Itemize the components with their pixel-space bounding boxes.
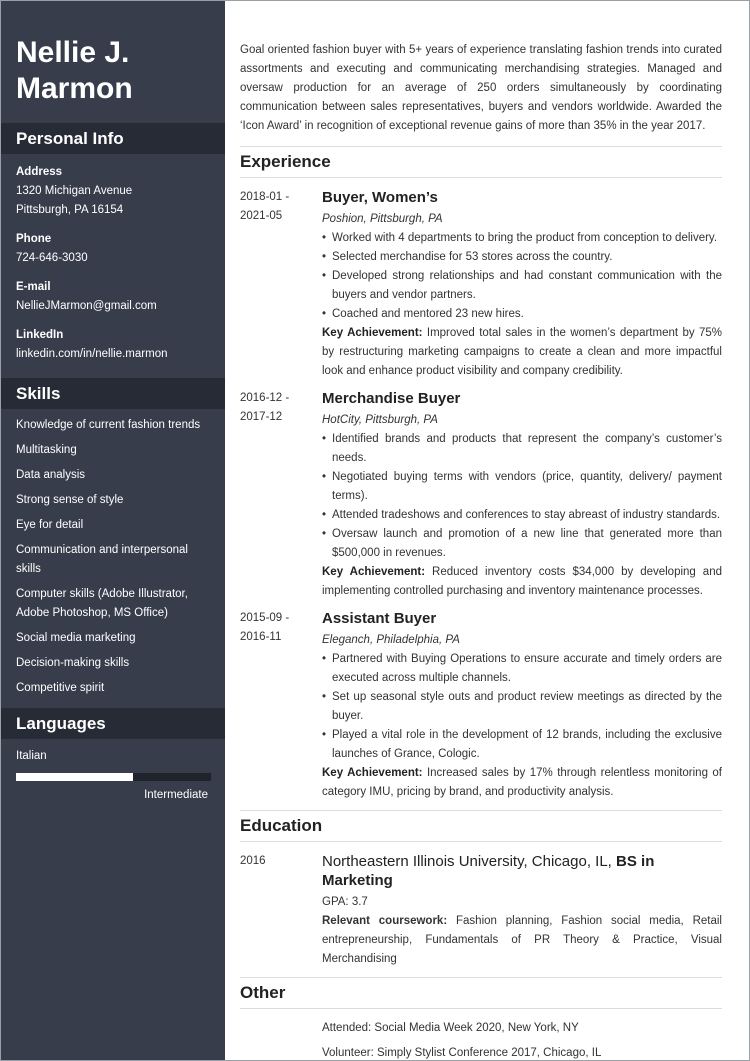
phone-block	[16, 230, 210, 268]
education-date: 2016	[240, 855, 266, 867]
job-achievement	[322, 563, 722, 601]
job-date-end: 2016-11	[240, 631, 282, 643]
linkedin-value: linkedin.com/in/nellie.marmon	[16, 348, 168, 360]
language-level: Intermediate	[144, 789, 208, 801]
skill-item: Communication and interpersonal skills	[16, 544, 188, 575]
job-title: Merchandise Buyer	[322, 390, 461, 407]
job-bullet: • Worked with 4 departments to bring the product from conception to delivery.	[322, 229, 722, 248]
achievement-text: Reduced inventory costs $34,000 by developing and implementing controlled purchasing and inventory maintenance processes.	[322, 566, 722, 597]
education-degree: BS in Marketing	[322, 853, 655, 889]
job-achievement	[322, 764, 722, 802]
languages-heading: Languages	[1, 708, 225, 739]
achievement-label: Key Achievement:	[322, 566, 426, 578]
education-body	[322, 852, 722, 969]
education-coursework	[322, 912, 722, 969]
email-label: E-mail	[16, 281, 51, 293]
personal-info-heading: Personal Info	[1, 123, 225, 154]
linkedin-label: LinkedIn	[16, 329, 64, 341]
job-bullet: • Partnered with Buying Operations to ensure accurate and timely orders are executed across multiple channels.	[322, 650, 722, 688]
linkedin-block	[16, 326, 210, 364]
job-bullets	[322, 650, 722, 764]
job-entry	[240, 188, 722, 381]
other-heading: Other	[240, 977, 722, 1009]
education-school: Northeastern Illinois University, Chicago, IL,	[322, 853, 612, 870]
job-bullet: • Identified brands and products that represent the company’s customer’s needs.	[322, 430, 722, 468]
skill-item: Computer skills (Adobe Illustrator, Adobe Photoshop, MS Office)	[16, 588, 188, 619]
job-entry	[240, 609, 722, 802]
sidebar	[1, 1, 225, 1060]
skill-item: Strong sense of style	[16, 494, 124, 506]
address-label: Address	[16, 166, 63, 178]
job-bullet: • Set up seasonal style outs and product review meetings as directed by the buyer.	[322, 688, 722, 726]
job-bullet: • Played a vital role in the development of 12 brands, including the exclusive launches of Grance, Cologic.	[322, 726, 722, 764]
skill-item: Decision-making skills	[16, 657, 130, 669]
job-date-start: 2018-01 -	[240, 191, 290, 203]
candidate-name	[1, 1, 225, 123]
job-dates	[240, 389, 322, 601]
name-line-1: Nellie J.	[16, 36, 130, 69]
job-date-end: 2017-12	[240, 411, 283, 423]
job-date-start: 2015-09 -	[240, 612, 290, 624]
address-line-2: Pittsburgh, PA 16154	[16, 204, 124, 216]
education-entry	[240, 852, 722, 969]
achievement-text: Improved total sales in the women’s department by 75% by restructuring marketing campaigns to create a clean and more impactful look and enhance product visibility and company credibility.	[322, 327, 723, 377]
education-gpa: GPA: 3.7	[322, 896, 368, 908]
name-line-2: Marmon	[16, 72, 133, 105]
phone-value: 724-646-3030	[16, 252, 88, 264]
job-bullet: • Developed strong relationships and had constant communication with the buyers and vendor partners.	[322, 267, 722, 305]
job-body	[322, 389, 722, 601]
job-title: Assistant Buyer	[322, 610, 437, 627]
address-line-1: 1320 Michigan Avenue	[16, 185, 133, 197]
other-item: Attended: Social Media Week 2020, New York, NY	[322, 1022, 579, 1034]
job-company: Poshion, Pittsburgh, PA	[322, 213, 443, 225]
achievement-text: Increased sales by 17% through relentless monitoring of category IMU, pricing by brand, and productivity analysis.	[322, 767, 722, 798]
skills-heading: Skills	[1, 378, 225, 409]
address-block	[16, 163, 210, 220]
job-title: Buyer, Women’s	[322, 189, 438, 206]
job-bullet: • Oversaw launch and promotion of a new line that generated more than $500,000 in revenues.	[322, 525, 722, 563]
job-body	[322, 188, 722, 381]
coursework-label: Relevant coursework:	[322, 915, 448, 927]
job-bullet: • Negotiated buying terms with vendors (price, quantity, delivery/ payment terms).	[322, 468, 722, 506]
experience-heading: Experience	[240, 146, 722, 178]
phone-label: Phone	[16, 233, 52, 245]
achievement-label: Key Achievement:	[322, 767, 423, 779]
main-content	[225, 1, 749, 1060]
job-bullets	[322, 430, 722, 563]
job-dates	[240, 188, 322, 381]
coursework-text: Fashion planning, Fashion social media, Retail entrepreneurship, Fundamentals of PR Theory & Practice, Visual Merchandising	[322, 915, 722, 965]
skill-item: Knowledge of current fashion trends	[16, 419, 201, 431]
other-item: Volunteer: Simply Stylist Conference 2017, Chicago, IL	[322, 1047, 602, 1059]
job-date-end: 2021-05	[240, 210, 283, 222]
skill-item: Multitasking	[16, 444, 77, 456]
job-body	[322, 609, 722, 802]
skill-item: Social media marketing	[16, 632, 136, 644]
job-bullet: • Attended tradeshows and conferences to stay abreast of industry standards.	[322, 506, 722, 525]
education-school-line	[322, 852, 722, 890]
language-name: Italian	[16, 750, 47, 762]
job-dates	[240, 609, 322, 802]
language-proficiency-bar	[16, 773, 211, 781]
job-achievement	[322, 324, 722, 381]
job-bullets	[322, 229, 722, 324]
skills-list	[1, 409, 225, 708]
education-heading: Education	[240, 810, 722, 842]
job-company: Eleganch, Philadelphia, PA	[322, 634, 460, 646]
skill-item: Data analysis	[16, 469, 86, 481]
job-company: HotCity, Pittsburgh, PA	[322, 414, 438, 426]
personal-info	[1, 154, 225, 378]
skill-item: Eye for detail	[16, 519, 84, 531]
job-bullet: • Selected merchandise for 53 stores across the country.	[322, 248, 722, 267]
skill-item: Competitive spirit	[16, 682, 105, 694]
summary: Goal oriented fashion buyer with 5+ years of experience translating fashion trends into curated assortments and executing and communicating merchandising strategies. Managed and oversaw production for an average of 250 orders simultaneously by coordinating communication between sales representatives, buyers and vendors worldwide. Awarded the ‘Icon Award’ in recognition of exceptional revenue gains of more than 35% in the year 2017.	[240, 44, 722, 132]
job-entry	[240, 389, 722, 601]
achievement-label: Key Achievement:	[322, 327, 423, 339]
language-item	[1, 739, 225, 803]
email-block	[16, 278, 210, 316]
email-value: NellieJMarmon@gmail.com	[16, 300, 157, 312]
job-date-start: 2016-12 -	[240, 392, 290, 404]
job-bullet: • Coached and mentored 23 new hires.	[322, 305, 722, 324]
language-proficiency-fill	[16, 773, 133, 781]
